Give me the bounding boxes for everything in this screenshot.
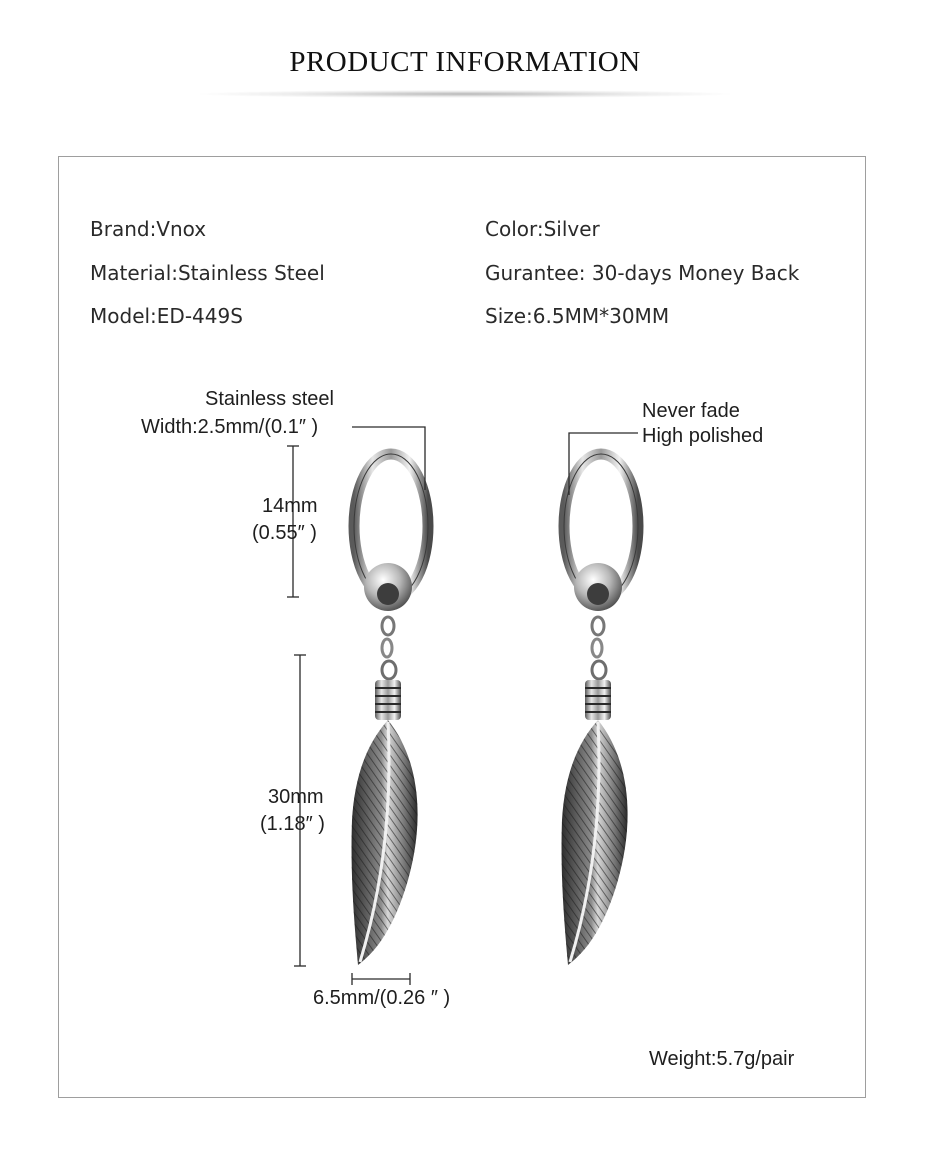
feather-width-label: 6.5mm/(0.26 ″ ) xyxy=(313,987,451,1009)
hoop-height-in: (0.55″ ) xyxy=(252,522,317,544)
left-earring xyxy=(352,454,428,965)
steel-label: Stainless steel xyxy=(205,388,334,410)
feather-length-mm: 30mm xyxy=(268,786,324,808)
feather-length-in: (1.18″ ) xyxy=(260,813,325,835)
page-title: PRODUCT INFORMATION xyxy=(289,46,641,78)
spec-guarantee: Gurantee: 30-days Money Back xyxy=(485,261,800,285)
spec-brand: Brand:Vnox xyxy=(90,217,207,241)
finish-label-high-polished: High polished xyxy=(642,425,764,447)
steel-width-label: Width:2.5mm/(0.1″ ) xyxy=(141,416,319,438)
spec-color: Color:Silver xyxy=(485,217,600,241)
spec-size: Size:6.5MM*30MM xyxy=(485,304,670,328)
hoop-height-mm: 14mm xyxy=(262,495,318,517)
finish-label-never-fade: Never fade xyxy=(642,400,740,422)
spec-material: Material:Stainless Steel xyxy=(90,261,325,285)
right-earring xyxy=(562,454,638,965)
weight-label: Weight:5.7g/pair xyxy=(649,1048,795,1070)
spec-model: Model:ED-449S xyxy=(90,304,243,328)
